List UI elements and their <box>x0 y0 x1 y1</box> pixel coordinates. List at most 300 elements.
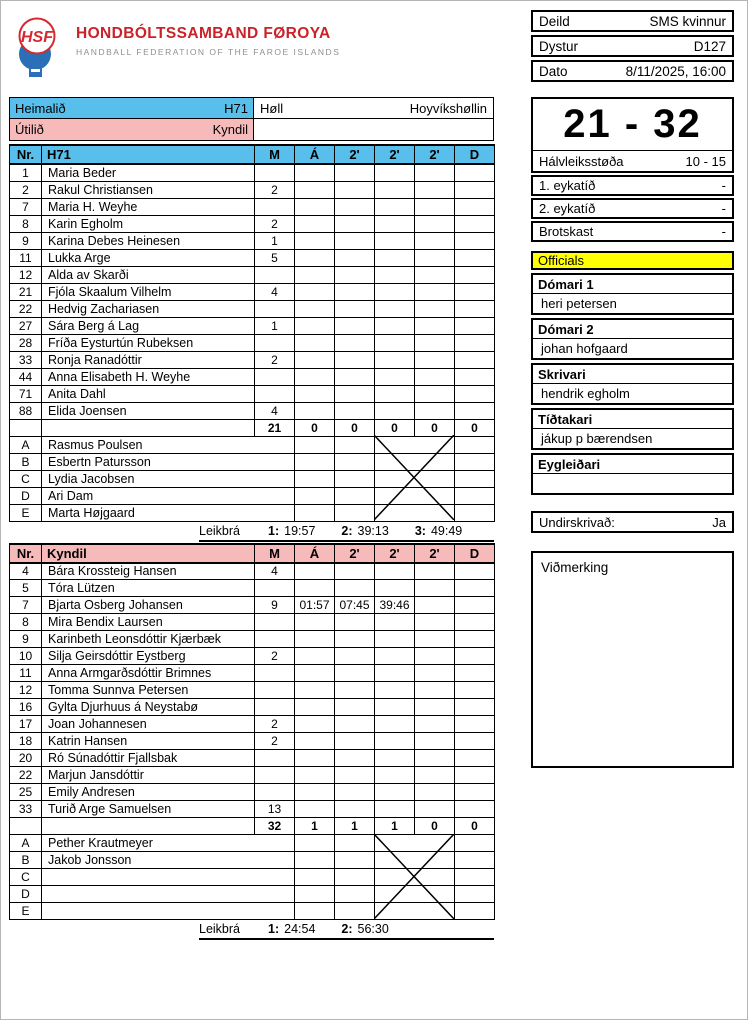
stat-cell <box>335 682 375 699</box>
stat-cell <box>335 385 375 402</box>
score-extra-row <box>531 221 734 242</box>
stat-cell <box>255 614 295 631</box>
empty-cell <box>295 453 335 470</box>
player-name: Anita Dahl <box>42 385 255 402</box>
hall-name: Hoyvíkshøllin <box>409 100 487 116</box>
signature-value: Ja <box>712 514 726 530</box>
stat-cell <box>415 351 455 368</box>
stat-cell <box>255 699 295 716</box>
official-entry <box>531 408 734 450</box>
empty-cell <box>335 504 375 521</box>
player-name: Mira Bendix Laursen <box>42 614 255 631</box>
team-official-row <box>10 504 495 521</box>
stat-cell: 4 <box>255 283 295 300</box>
crossed-cell <box>375 504 455 521</box>
stat-cell <box>415 368 455 385</box>
team-official-name: Lydia Jacobsen <box>42 470 295 487</box>
stat-cell <box>295 215 335 232</box>
stat-cell: 5 <box>255 249 295 266</box>
hsf-logo <box>9 13 63 79</box>
leikbra-line <box>9 522 494 542</box>
stat-cell <box>375 716 415 733</box>
remarks-box <box>531 551 734 768</box>
player-row <box>10 801 495 818</box>
empty-cell <box>335 903 375 920</box>
stat-cell <box>415 733 455 750</box>
column-header: 2' <box>375 544 415 563</box>
stat-cell <box>415 767 455 784</box>
stat-cell <box>415 614 455 631</box>
official-entry <box>531 363 734 405</box>
total-cell: 1 <box>295 818 335 835</box>
stat-cell: 4 <box>255 563 295 580</box>
player-number: 71 <box>10 385 42 402</box>
stat-cell <box>335 631 375 648</box>
stat-cell <box>295 716 335 733</box>
stat-cell: 2 <box>255 181 295 198</box>
official-letter: B <box>10 453 42 470</box>
player-name: Silja Geirsdóttir Eystberg <box>42 648 255 665</box>
stat-cell: 07:45 <box>335 597 375 614</box>
score-extra-value: - <box>721 201 726 216</box>
column-header: M <box>255 145 295 164</box>
stat-cell <box>455 733 495 750</box>
player-name: Karina Debes Heinesen <box>42 232 255 249</box>
stat-cell <box>295 648 335 665</box>
stat-cell <box>375 750 415 767</box>
team-official-name: Rasmus Poulsen <box>42 436 295 453</box>
stat-cell <box>255 767 295 784</box>
player-row <box>10 266 495 283</box>
player-name: Emily Andresen <box>42 784 255 801</box>
player-number: 10 <box>10 648 42 665</box>
player-row <box>10 563 495 580</box>
column-header: Á <box>295 544 335 563</box>
player-name: Anna Armgarðsdóttir Brimnes <box>42 665 255 682</box>
column-header: 2' <box>415 145 455 164</box>
team-official-name: Jakob Jonsson <box>42 852 295 869</box>
team-official-name <box>42 869 295 886</box>
official-role: Tíðtakari <box>533 410 732 429</box>
stat-cell <box>375 232 415 249</box>
official-role: Skrivari <box>533 365 732 384</box>
player-name: Alda av Skarði <box>42 266 255 283</box>
stat-cell <box>335 614 375 631</box>
team-official-row <box>10 869 495 886</box>
stat-cell <box>455 665 495 682</box>
player-number: 9 <box>10 232 42 249</box>
player-name: Maria H. Weyhe <box>42 198 255 215</box>
total-cell: 21 <box>255 419 295 436</box>
away-team-name: Kyndil <box>212 122 248 137</box>
stat-cell <box>255 665 295 682</box>
teams-box <box>9 97 494 141</box>
player-number: 4 <box>10 563 42 580</box>
stat-cell <box>335 351 375 368</box>
stat-cell <box>375 385 415 402</box>
stat-cell: 13 <box>255 801 295 818</box>
empty-cell <box>295 903 335 920</box>
stat-cell <box>375 283 415 300</box>
leikbra-time: 49:49 <box>430 523 463 538</box>
empty-cell <box>335 453 375 470</box>
empty-cell <box>295 470 335 487</box>
info-value: SMS kvinnur <box>649 13 726 29</box>
officials-title: Officials <box>531 251 734 270</box>
player-number: 8 <box>10 614 42 631</box>
stat-cell <box>455 631 495 648</box>
halftime-row <box>533 150 732 171</box>
player-row <box>10 164 495 181</box>
player-name: Katrin Hansen <box>42 733 255 750</box>
empty-cell <box>335 835 375 852</box>
stat-cell <box>255 784 295 801</box>
stat-cell <box>255 750 295 767</box>
rosters-column <box>9 97 494 940</box>
stat-cell <box>255 631 295 648</box>
empty-cell <box>295 835 335 852</box>
stat-cell <box>295 249 335 266</box>
stat-cell <box>255 385 295 402</box>
home-team-name: H71 <box>224 100 248 116</box>
stat-cell <box>255 164 295 181</box>
player-row <box>10 733 495 750</box>
player-row <box>10 750 495 767</box>
stat-cell <box>295 682 335 699</box>
crossed-cell <box>375 470 455 487</box>
summary-column <box>531 97 734 940</box>
stat-cell <box>335 580 375 597</box>
stat-cell <box>375 665 415 682</box>
stat-cell <box>455 368 495 385</box>
halftime-score: 10 - 15 <box>685 153 726 169</box>
official-role: Dómari 1 <box>533 275 732 294</box>
empty-cell <box>335 852 375 869</box>
signature-label: Undirskrivað: <box>539 514 615 530</box>
match-info-row <box>531 10 734 32</box>
stat-cell <box>335 317 375 334</box>
stat-cell <box>455 682 495 699</box>
stat-cell <box>375 300 415 317</box>
player-number: 17 <box>10 716 42 733</box>
stat-cell <box>295 266 335 283</box>
stat-cell <box>375 249 415 266</box>
total-cell: 0 <box>415 419 455 436</box>
empty-cell <box>295 487 335 504</box>
leikbra-period: 1: <box>268 922 280 936</box>
org-subtitle: HANDBALL FEDERATION OF THE FAROE ISLANDS <box>76 47 341 57</box>
org-name: HONDBÓLTSSAMBAND FØROYA <box>76 25 331 42</box>
stat-cell <box>455 801 495 818</box>
stat-cell <box>415 682 455 699</box>
official-name: hendrik egholm <box>541 386 630 401</box>
stat-cell <box>255 682 295 699</box>
leikbra-time: 24:54 <box>284 922 316 936</box>
away-team-row <box>10 119 493 140</box>
stat-cell <box>295 767 335 784</box>
team-official-name: Marta Højgaard <box>42 504 295 521</box>
stat-cell <box>295 631 335 648</box>
stat-cell <box>455 300 495 317</box>
empty-cell <box>335 886 375 903</box>
stat-cell <box>335 198 375 215</box>
stat-cell <box>375 733 415 750</box>
player-name: Ró Súnadóttir Fjallsbak <box>42 750 255 767</box>
leikbra-entry <box>268 922 315 938</box>
info-label: Dystur <box>539 38 579 54</box>
player-number: 16 <box>10 699 42 716</box>
player-name: Tóra Lützen <box>42 580 255 597</box>
stat-cell <box>455 317 495 334</box>
match-info-row <box>531 35 734 57</box>
crossed-cell <box>375 436 455 453</box>
empty-cell <box>42 419 255 436</box>
player-number: 2 <box>10 181 42 198</box>
stat-cell <box>455 402 495 419</box>
score-box <box>531 97 734 173</box>
hsf-logo-monogram: HSF <box>21 29 53 46</box>
stat-cell <box>375 351 415 368</box>
stat-cell <box>295 750 335 767</box>
player-name: Turið Arge Samuelsen <box>42 801 255 818</box>
stat-cell <box>255 300 295 317</box>
player-name: Bjarta Osberg Johansen <box>42 597 255 614</box>
player-name: Anna Elisabeth H. Weyhe <box>42 368 255 385</box>
stat-cell <box>455 283 495 300</box>
stat-cell <box>375 784 415 801</box>
team-official-name: Pether Krautmeyer <box>42 835 295 852</box>
hall-cell <box>254 98 493 118</box>
empty-cell <box>295 886 335 903</box>
score-extra-row <box>531 198 734 219</box>
player-row <box>10 385 495 402</box>
leikbra-label: Leikbrá <box>199 523 240 538</box>
leikbra-time: 19:57 <box>284 523 316 538</box>
empty-cell <box>10 818 42 835</box>
stat-cell <box>295 232 335 249</box>
stat-cell <box>455 385 495 402</box>
stat-cell <box>335 563 375 580</box>
leikbra-entry <box>268 524 315 540</box>
stat-cell: 2 <box>255 733 295 750</box>
player-row <box>10 631 495 648</box>
stat-cell <box>415 750 455 767</box>
stat-cell <box>375 631 415 648</box>
team-official-name <box>42 903 295 920</box>
stat-cell: 4 <box>255 402 295 419</box>
stat-cell <box>295 351 335 368</box>
stat-cell <box>455 580 495 597</box>
crossed-cell <box>375 835 455 852</box>
player-row <box>10 249 495 266</box>
empty-cell <box>455 903 495 920</box>
stat-cell <box>375 614 415 631</box>
away-team-cell <box>10 119 254 140</box>
stat-cell <box>375 580 415 597</box>
stat-cell <box>455 614 495 631</box>
player-name: Gylta Djurhuus á Neystabø <box>42 699 255 716</box>
crossed-cell <box>375 453 455 470</box>
player-row <box>10 368 495 385</box>
player-row <box>10 580 495 597</box>
score-extra-rows <box>531 175 734 242</box>
player-number: 8 <box>10 215 42 232</box>
player-row <box>10 767 495 784</box>
stat-cell <box>415 563 455 580</box>
home-team-cell <box>10 98 254 118</box>
stat-cell <box>335 334 375 351</box>
total-cell: 0 <box>375 419 415 436</box>
empty-hall-cell <box>254 119 493 140</box>
empty-cell <box>455 487 495 504</box>
official-entry <box>531 273 734 315</box>
stat-cell <box>415 784 455 801</box>
player-number: 21 <box>10 283 42 300</box>
crossed-cell <box>375 869 455 886</box>
total-cell: 0 <box>295 419 335 436</box>
stat-cell <box>295 283 335 300</box>
official-letter: D <box>10 487 42 504</box>
total-cell: 0 <box>455 818 495 835</box>
stat-cell <box>415 402 455 419</box>
stat-cell <box>375 699 415 716</box>
player-number: 9 <box>10 631 42 648</box>
stat-cell <box>415 631 455 648</box>
stat-cell: 01:57 <box>295 597 335 614</box>
official-name <box>533 474 732 493</box>
team-official-row <box>10 886 495 903</box>
official-letter: B <box>10 852 42 869</box>
stat-cell <box>455 164 495 181</box>
stat-cell <box>335 801 375 818</box>
stat-cell <box>415 232 455 249</box>
player-name: Ronja Ranadóttir <box>42 351 255 368</box>
total-cell: 0 <box>455 419 495 436</box>
empty-cell <box>455 453 495 470</box>
home-label: Heimalið <box>15 100 66 116</box>
empty-cell <box>455 886 495 903</box>
player-number: 5 <box>10 580 42 597</box>
official-name: jákup p bærendsen <box>541 431 653 446</box>
stat-cell <box>335 249 375 266</box>
stat-cell <box>455 351 495 368</box>
stat-cell <box>375 648 415 665</box>
team-official-name: Esbertn Patursson <box>42 453 295 470</box>
stat-cell <box>335 181 375 198</box>
total-cell: 0 <box>335 419 375 436</box>
match-info-row <box>531 60 734 82</box>
player-row <box>10 597 495 614</box>
hall-label: Høll <box>260 100 284 116</box>
leikbra-period: 2: <box>341 523 353 538</box>
player-number: 33 <box>10 801 42 818</box>
stat-cell <box>375 402 415 419</box>
stat-cell: 9 <box>255 597 295 614</box>
halftime-label: Hálvleiksstøða <box>539 153 624 169</box>
player-number: 7 <box>10 597 42 614</box>
score-extra-label: 2. eykatíð <box>539 201 596 216</box>
info-label: Dato <box>539 63 568 79</box>
player-name: Karinbeth Leonsdóttir Kjærbæk <box>42 631 255 648</box>
stat-cell <box>415 665 455 682</box>
stat-cell <box>295 198 335 215</box>
stat-cell <box>255 198 295 215</box>
team-official-row <box>10 487 495 504</box>
crossed-cell <box>375 903 455 920</box>
home-team-row <box>10 98 493 119</box>
player-row <box>10 784 495 801</box>
official-name: heri petersen <box>541 296 617 311</box>
stat-cell <box>295 801 335 818</box>
official-letter: A <box>10 835 42 852</box>
total-cell: 1 <box>375 818 415 835</box>
column-header: 2' <box>335 145 375 164</box>
stat-cell <box>455 266 495 283</box>
empty-cell <box>335 470 375 487</box>
stat-cell <box>455 699 495 716</box>
stat-cell <box>375 334 415 351</box>
stat-cell <box>455 181 495 198</box>
stat-cell: 2 <box>255 716 295 733</box>
stat-cell <box>335 232 375 249</box>
remarks-label: Viðmerking <box>541 560 609 575</box>
player-number: 25 <box>10 784 42 801</box>
stat-cell <box>455 716 495 733</box>
info-value: D127 <box>693 38 726 54</box>
stat-cell <box>415 283 455 300</box>
column-header: 2' <box>375 145 415 164</box>
stat-cell <box>415 300 455 317</box>
stat-cell <box>375 368 415 385</box>
stat-cell <box>455 334 495 351</box>
info-value: 8/11/2025, 16:00 <box>625 63 726 79</box>
page-header <box>9 9 734 97</box>
info-label: Deild <box>539 13 570 29</box>
stat-cell <box>295 385 335 402</box>
stat-cell <box>335 300 375 317</box>
roster-header-row <box>10 544 495 563</box>
stat-cell <box>415 266 455 283</box>
player-row <box>10 682 495 699</box>
player-name: Bára Krossteig Hansen <box>42 563 255 580</box>
team-official-row <box>10 835 495 852</box>
empty-cell <box>335 869 375 886</box>
score-panel <box>531 97 734 242</box>
empty-cell <box>10 419 42 436</box>
home-table <box>9 144 495 522</box>
player-name: Rakul Christiansen <box>42 181 255 198</box>
stat-cell <box>295 181 335 198</box>
official-role: Dómari 2 <box>533 320 732 339</box>
stat-cell <box>255 580 295 597</box>
stat-cell <box>295 164 335 181</box>
stat-cell <box>455 198 495 215</box>
player-number: 11 <box>10 249 42 266</box>
official-name: johan hofgaard <box>541 341 628 356</box>
player-name: Marjun Jansdóttir <box>42 767 255 784</box>
column-header: Nr. <box>10 145 42 164</box>
roster-header-row <box>10 145 495 164</box>
match-info-panel <box>531 9 734 97</box>
report-body <box>9 97 734 940</box>
stat-cell <box>295 334 335 351</box>
stat-cell <box>295 665 335 682</box>
home-roster-section <box>9 144 494 542</box>
away-roster-section <box>9 543 494 941</box>
leikbra-time: 56:30 <box>357 922 389 936</box>
stat-cell: 2 <box>255 215 295 232</box>
stat-cell <box>295 563 335 580</box>
